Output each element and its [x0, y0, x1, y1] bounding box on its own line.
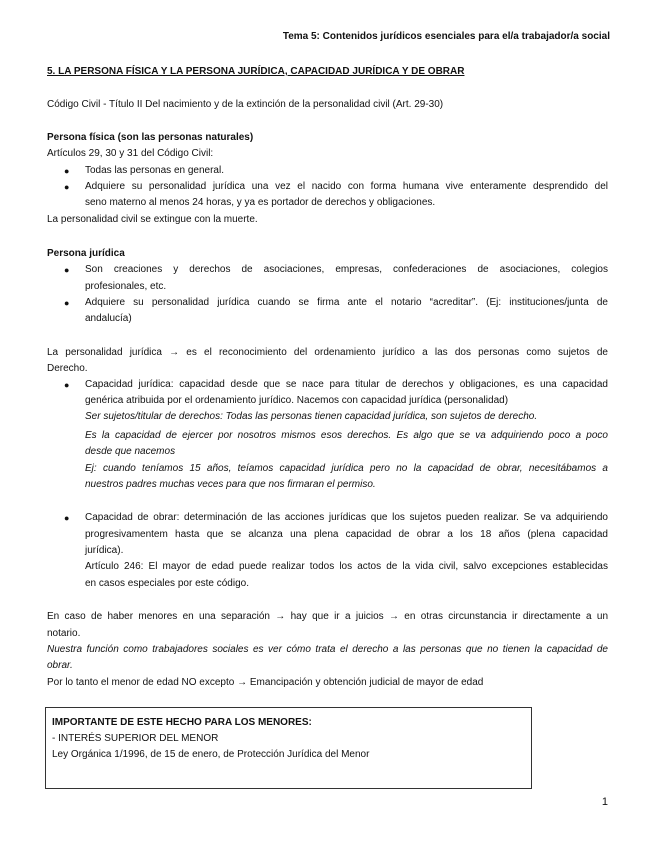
articles-line: Artículos 29, 30 y 31 del Código Civil:	[47, 148, 214, 159]
fisica-bullet-2: Adquiere su personalidad jurídica una vez el nacido con forma humana vive enteramente desprendido del	[85, 181, 608, 192]
persona-fisica-heading: Persona física (son las personas naturales)	[47, 132, 254, 143]
capacidad-juridica-i3: desde que nacemos	[85, 446, 176, 457]
fisica-bullet-2-cont: seno materno al menos 24 horas, y ya es portador de derechos y obligaciones.	[85, 197, 436, 208]
bullet-icon: ●	[64, 298, 70, 308]
box-line-1: - INTERÉS SUPERIOR DEL MENOR	[52, 733, 219, 744]
box-title: IMPORTANTE DE ESTE HECHO PARA LOS MENORES:	[52, 717, 312, 728]
juridica-bullet-2: Adquiere su personalidad jurídica cuando se firma ante el notario “acreditar”. (Ej: instituciones/junta de	[85, 297, 608, 308]
important-box	[45, 707, 532, 789]
menores-line-2: notario.	[47, 628, 81, 639]
page-number: 1	[601, 796, 608, 808]
bullet-icon: ●	[64, 166, 70, 176]
capacidad-obrar-4: Artículo 246: El mayor de edad puede realizar todos los actos de la vida civil, salvo excepciones establecidas	[85, 561, 608, 572]
page-header: Tema 5: Contenidos jurídicos esenciales para el/a trabajador/a social	[282, 31, 610, 42]
menores-italic-1: Nuestra función como trabajadores sociales es ver cómo trata el derecho a las personas que no tienen la capacidad de	[47, 644, 608, 655]
menores-italic-2: obrar.	[47, 660, 73, 671]
bullet-icon: ●	[64, 513, 70, 523]
bullet-icon: ●	[64, 265, 70, 275]
capacidad-juridica-2: genérica atribuida por el ordenamiento jurídico. Nacemos con capacidad jurídica (personalidad)	[85, 395, 509, 406]
personalidad-line-1: La personalidad jurídica → es el reconocimiento del ordenamiento jurídico a las dos personas como sujetos de	[47, 347, 608, 358]
capacidad-obrar-1: Capacidad de obrar: determinación de las acciones jurídicas que los sujetos pueden realizar. Se va adquiriendo	[85, 512, 608, 523]
bullet-icon: ●	[64, 182, 70, 192]
capacidad-juridica-i1: Ser sujetos/titular de derechos: Todas las personas tienen capacidad jurídica, son sujetos de derecho.	[85, 411, 538, 422]
fisica-bullet-1: Todas las personas en general.	[85, 165, 224, 176]
capacidad-juridica-1: Capacidad jurídica: capacidad desde que se nace para titular de derechos y obligaciones, es una capacidad	[85, 379, 608, 390]
section-title: 5. LA PERSONA FÍSICA Y LA PERSONA JURÍDICA, CAPACIDAD JURÍDICA Y DE OBRAR	[47, 66, 465, 77]
juridica-bullet-2-cont: andalucía)	[85, 313, 132, 324]
capacidad-obrar-3: jurídica).	[85, 545, 124, 556]
capacidad-juridica-i4: Ej: cuando teníamos 15 años, teíamos capacidad jurídica pero no la capacidad de obrar, necesitábamos a	[85, 463, 608, 474]
code-reference: Código Civil - Título II Del nacimiento y de la extinción de la personalidad civil (Art. 29-30)	[47, 99, 444, 110]
juridica-bullet-1-cont: profesionales, etc.	[85, 281, 167, 292]
menores-line-3: Por lo tanto el menor de edad NO excepto → Emancipación y obtención judicial de mayor de edad	[47, 677, 484, 688]
capacidad-juridica-i2: Es la capacidad de ejercer por nosotros mismos esos derechos. Es algo que se va adquiriendo poco a poco	[85, 430, 608, 441]
menores-line-1: En caso de haber menores en una separación → hay que ir a juicios → en otras circunstancia ir directamente a un	[47, 611, 608, 622]
capacidad-obrar-2: progresivamentem hasta que se alcanza una plena capacidad de obrar a los 18 años (plena capacidad	[85, 529, 608, 540]
box-line-2: Ley Orgánica 1/1996, de 15 de enero, de Protección Jurídica del Menor	[52, 749, 370, 760]
persona-juridica-heading: Persona jurídica	[47, 248, 125, 259]
personalidad-line-2: Derecho.	[47, 363, 88, 374]
juridica-bullet-1: Son creaciones y derechos de asociaciones, empresas, confederaciones de asociaciones, colegios	[85, 264, 608, 275]
extinction-line: La personalidad civil se extingue con la muerte.	[47, 214, 258, 225]
capacidad-obrar-5: en casos especiales por este código.	[85, 578, 249, 589]
capacidad-juridica-i5: nuestros padres muchas veces para que nos firmaran el permiso.	[85, 479, 376, 490]
bullet-icon: ●	[64, 380, 70, 390]
